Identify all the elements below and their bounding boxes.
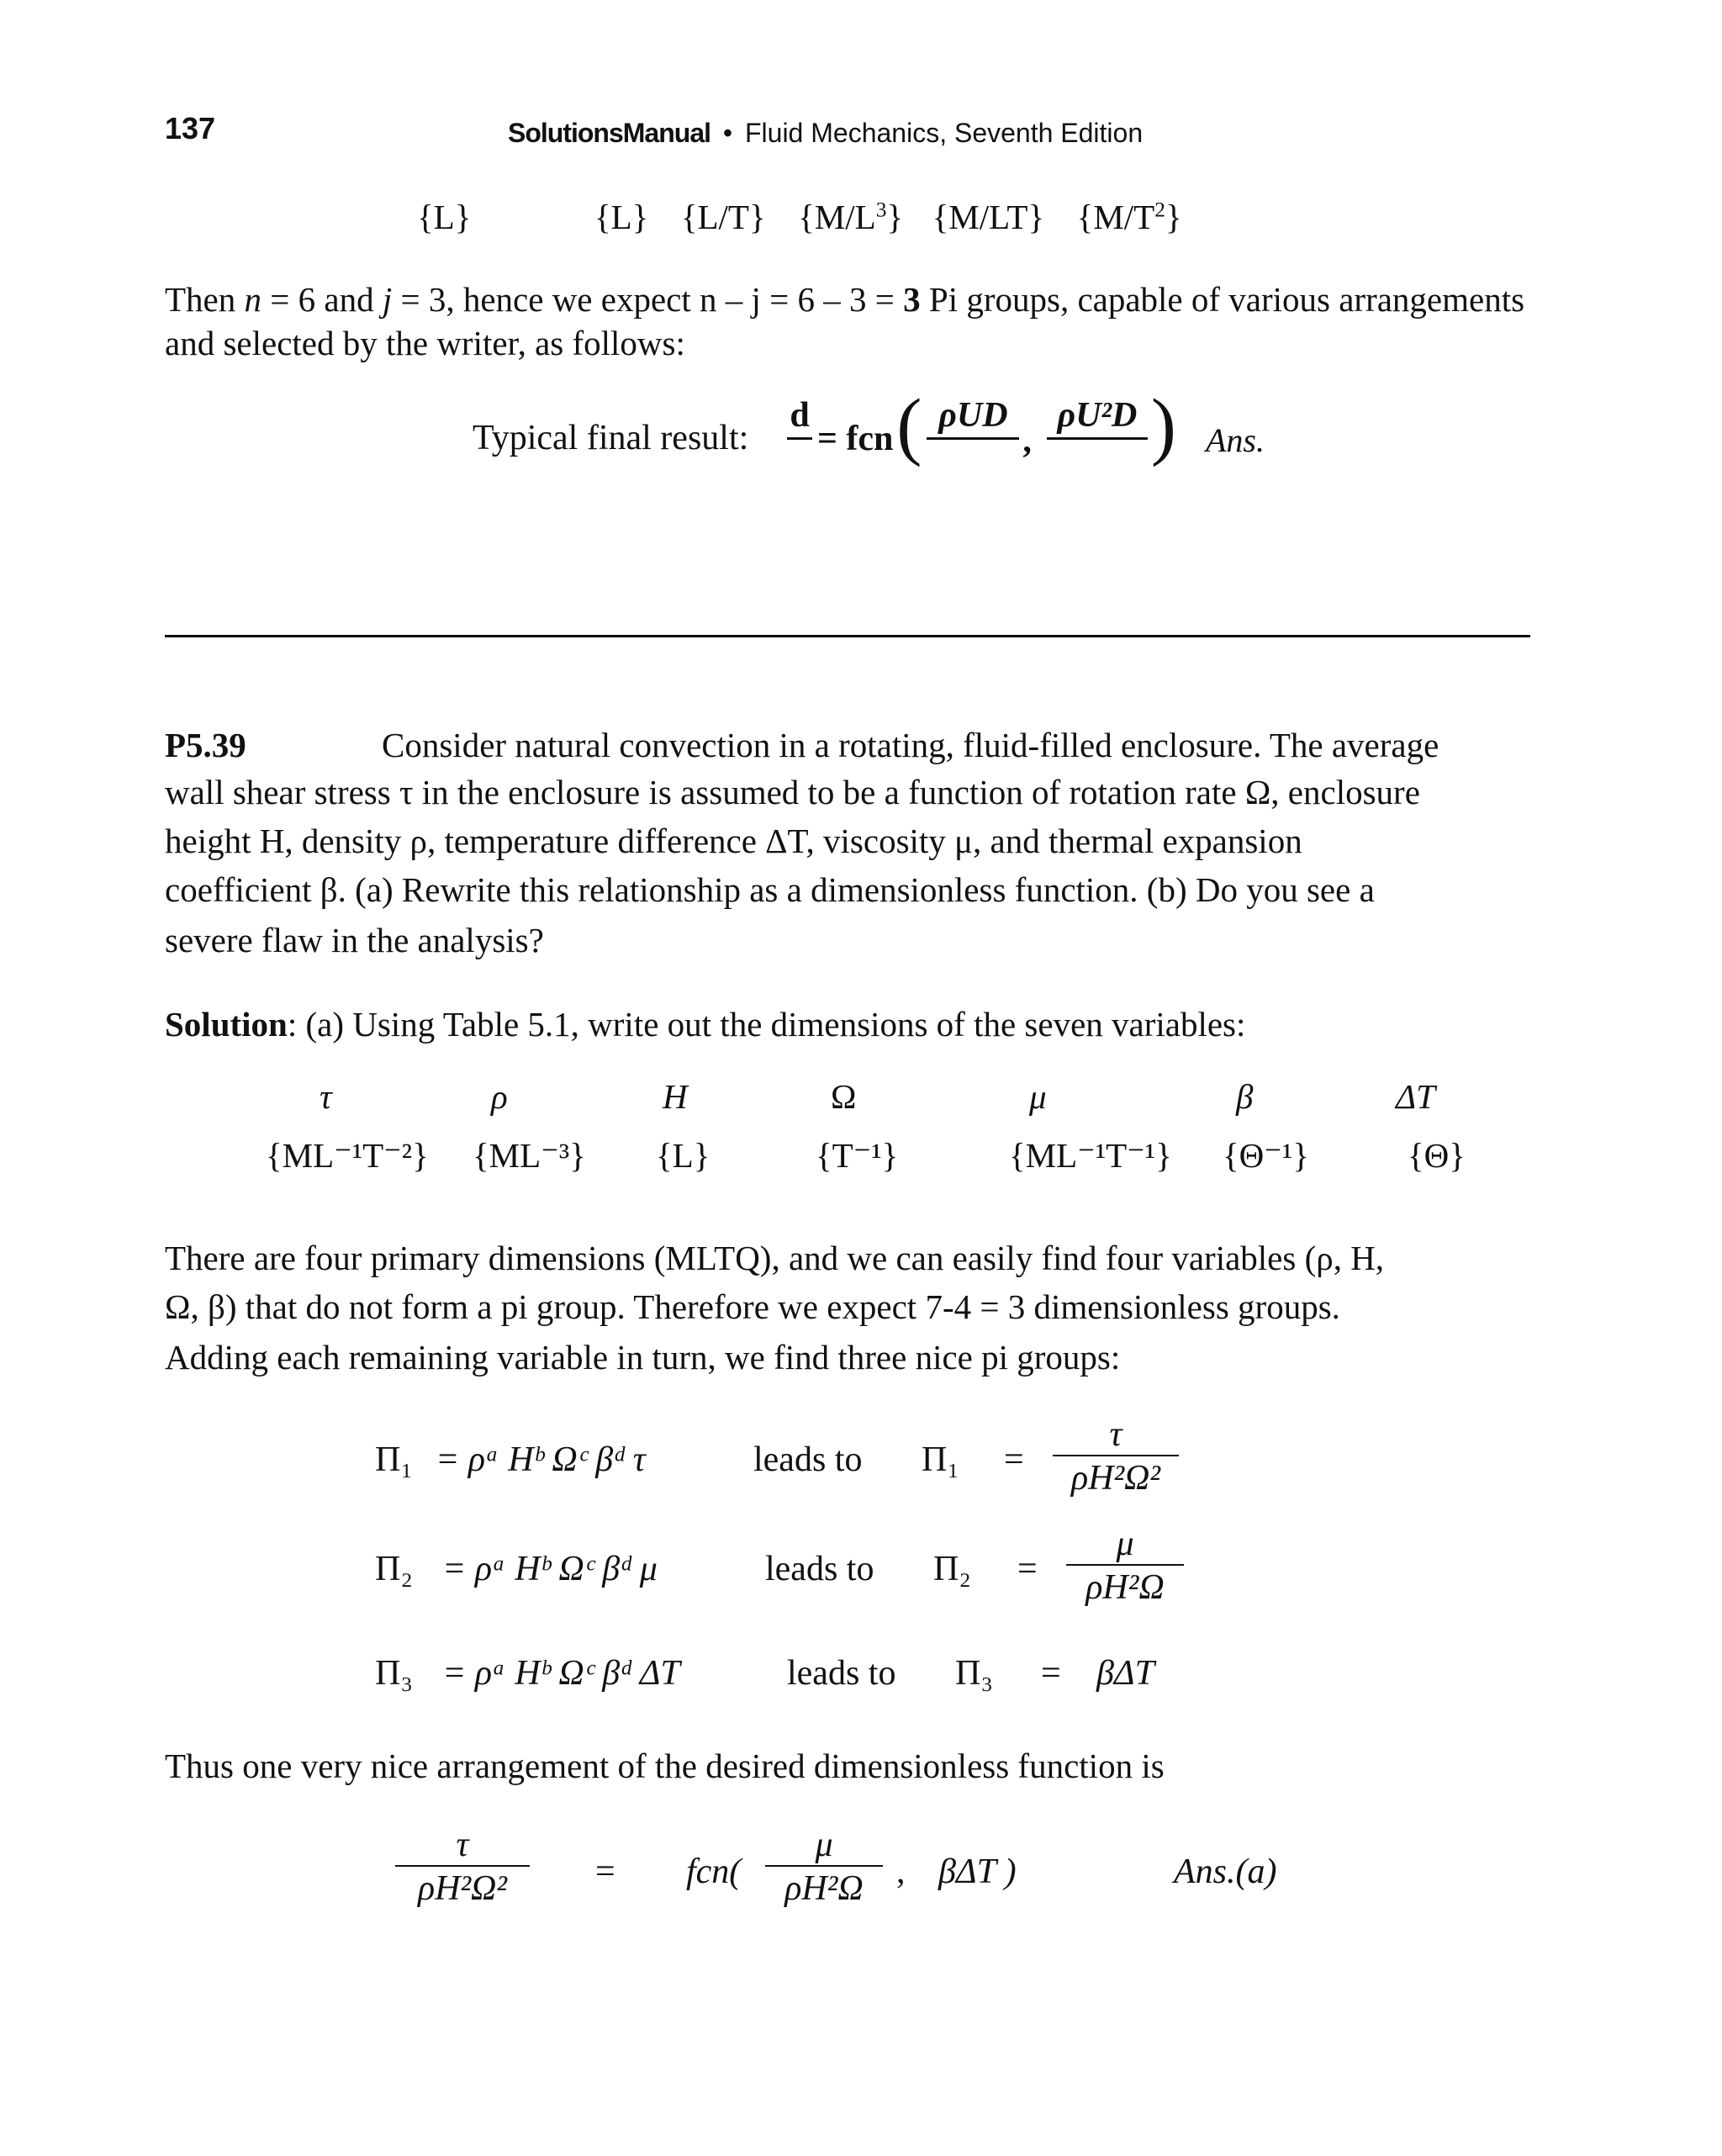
prev-dimension-row <box>417 197 1182 237</box>
var-beta-dim: {Θ⁻¹} <box>1223 1136 1309 1175</box>
pi1-equals: = <box>1004 1440 1024 1479</box>
problem-line-3: height H, density ρ, temperature difference ΔT, viscosity μ, and thermal expansion <box>165 822 1302 860</box>
pi3-lhs2: Π₃ <box>955 1654 993 1693</box>
var-h-symbol: H <box>663 1077 688 1116</box>
pi3-lhs: Π₃ <box>375 1654 413 1693</box>
prev-text-line-2: and selected by the writer, as follows: <box>165 324 685 362</box>
result-fcn: = fcn <box>817 420 894 458</box>
final-answer <box>395 1825 1320 1926</box>
problem-line-1: Consider natural convection in a rotating, fluid-filled enclosure. The average <box>382 726 1439 764</box>
solution-label: Solution <box>165 1005 288 1044</box>
var-omega-dim: {T⁻¹} <box>816 1136 899 1175</box>
variables-table <box>252 1076 1471 1177</box>
para2-line-1: There are four primary dimensions (MLTQ), and we can easily find four variables (ρ, H, <box>165 1239 1385 1277</box>
pi1-denominator: ρH²Ω² <box>1053 1455 1179 1498</box>
result-num-2: ρU²D <box>1057 396 1138 435</box>
var-deltat-dim: {Θ} <box>1408 1136 1466 1175</box>
dim-m-lt: {M/LT} <box>932 198 1045 236</box>
final-inner-denominator: ρH²Ω <box>765 1865 883 1909</box>
result-num-1: ρUD <box>938 396 1008 435</box>
header-book: Fluid Mechanics, Seventh Edition <box>744 118 1144 148</box>
dim-l-2: {L} <box>594 198 649 236</box>
problem-line-5: severe flaw in the analysis? <box>165 921 544 959</box>
var-tau-dim: {ML⁻¹T⁻²} <box>266 1136 429 1175</box>
prev-text-line-1: Then n = 6 and j = 3, hence we expect n – j = 6 – 3 = 3 Pi groups, capable of various arrangements <box>165 280 1525 319</box>
pi1-expr: = ρᵃ Hᵇ Ωᶜ βᵈ τ <box>436 1440 646 1479</box>
para3: Thus one very nice arrangement of the desired dimensionless function is <box>165 1746 1165 1785</box>
page-number: 137 <box>165 111 216 145</box>
final-ans: Ans.(a) <box>1174 1852 1277 1891</box>
var-omega-symbol: Ω <box>831 1077 857 1116</box>
para2-line-3: Adding each remaining variable in turn, we find three nice pi groups: <box>165 1338 1121 1377</box>
var-mu-dim: {ML⁻¹T⁻¹} <box>1009 1136 1172 1175</box>
running-header <box>508 118 1143 149</box>
var-tau-symbol: τ <box>320 1077 332 1116</box>
typical-result-equation: d = fcn ( ρUD , ρU²D ) <box>787 395 1176 468</box>
pi2-lhs: Π₂ <box>375 1550 413 1588</box>
final-equals: = <box>595 1852 615 1891</box>
problem-line-4: coefficient β. (a) Rewrite this relationship as a dimensionless function. (b) Do you see a <box>165 870 1375 909</box>
dim-l-1: {L} <box>417 198 472 236</box>
var-h-dim: {L} <box>656 1136 710 1175</box>
pi2-equals: = <box>1017 1550 1038 1588</box>
pi1-lhs2: Π₁ <box>922 1440 959 1479</box>
var-rho-symbol: ρ <box>491 1077 508 1116</box>
pi3-expr: = ρᵃ Hᵇ Ωᶜ βᵈ ΔT <box>442 1654 680 1693</box>
pi3-leads: leads to <box>787 1654 896 1693</box>
final-fcn: fcn( <box>686 1852 742 1891</box>
header-bullet: • <box>722 118 733 148</box>
header-manual: SolutionsManual <box>508 118 710 148</box>
pi2-expr: = ρᵃ Hᵇ Ωᶜ βᵈ μ <box>442 1550 658 1588</box>
final-inner-numerator: μ <box>815 1826 833 1864</box>
pi2-denominator: ρH²Ω <box>1066 1564 1184 1608</box>
var-beta-symbol: β <box>1236 1077 1254 1116</box>
var-rho-dim: {ML⁻³} <box>473 1136 586 1175</box>
problem-line-2: wall shear stress τ in the enclosure is assumed to be a function of rotation rate Ω, enclosure <box>165 773 1420 811</box>
final-denominator: ρH²Ω² <box>395 1865 530 1909</box>
final-tail: βΔT ) <box>938 1852 1017 1891</box>
pi2-leads: leads to <box>765 1550 874 1588</box>
pi3-rhs: βΔT <box>1096 1654 1154 1693</box>
typical-result-ans: Ans. <box>1206 421 1265 459</box>
pi2-numerator: μ <box>1116 1525 1134 1563</box>
pi1-leads: leads to <box>753 1440 863 1479</box>
typical-result-label: Typical final result: <box>473 419 749 457</box>
var-deltat-symbol: ΔT <box>1396 1077 1435 1116</box>
para2-line-2: Ω, β) that do not form a pi group. Therefore we expect 7-4 = 3 dimensionless groups. <box>165 1287 1340 1326</box>
result-d: d <box>790 396 810 435</box>
final-comma: , <box>896 1852 906 1891</box>
problem-number: P5.39 <box>165 726 246 764</box>
pi1-lhs: Π₁ <box>375 1440 413 1479</box>
var-mu-symbol: μ <box>1029 1077 1047 1116</box>
pi2-lhs2: Π₂ <box>933 1550 971 1588</box>
dim-m-l3: $\{M/L^3\}$ <box>798 198 904 236</box>
pi3-equals: = <box>1041 1654 1061 1693</box>
solution-intro: Solution: (a) Using Table 5.1, write out the dimensions of the seven variables: <box>165 1005 1246 1044</box>
dim-l-t: {L/T} <box>680 198 766 236</box>
pi1-numerator: τ <box>1109 1415 1122 1454</box>
final-numerator: τ <box>456 1826 469 1864</box>
section-divider <box>165 635 1530 637</box>
dim-m-t2: $\{M/T^2\}$ <box>1076 198 1182 236</box>
